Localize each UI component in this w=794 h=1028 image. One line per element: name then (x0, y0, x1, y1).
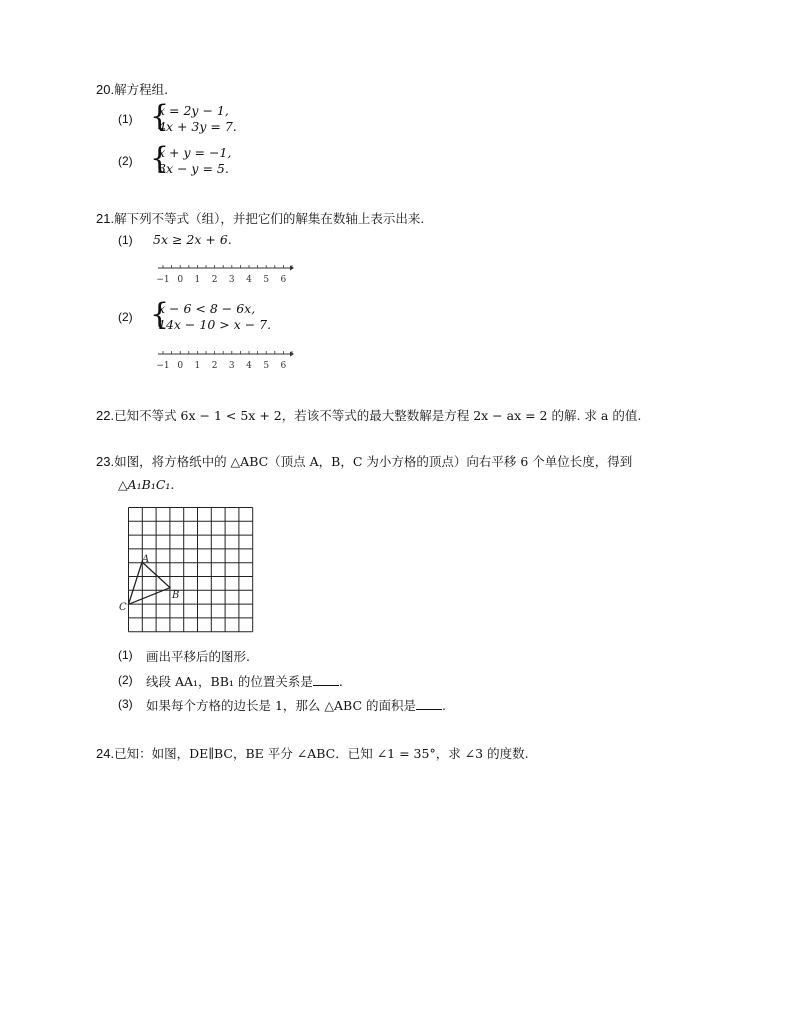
period: . (338, 674, 343, 689)
question-20 (96, 79, 168, 98)
square-grid (129, 508, 253, 632)
part-label: (2) (118, 673, 133, 687)
answer-blank[interactable] (416, 698, 442, 710)
question-number: 23. (96, 454, 115, 469)
tick-label: 5 (263, 361, 270, 371)
equation: 3x − y = 5. (158, 161, 229, 176)
tick-label: 3 (228, 275, 235, 285)
label-b: B (172, 590, 180, 601)
question-number: 21. (96, 211, 115, 226)
tick-label: 1 (194, 275, 201, 285)
part-text-with-blank (146, 672, 343, 690)
question-23 (96, 451, 632, 470)
number-line-2 (152, 348, 297, 374)
equation-system (158, 145, 231, 177)
brace: { (150, 297, 170, 332)
question-22 (96, 405, 641, 424)
inequality: 5x ≥ 2x + 6. (153, 232, 232, 247)
equation: 4x + 3y = 7. (158, 119, 237, 134)
tick-label: −1 (156, 275, 170, 285)
inequality: 14x − 10 > x − 7. (158, 317, 272, 332)
tick-label: 6 (280, 361, 287, 371)
label-a: A (142, 554, 150, 565)
tick-label: 5 (263, 275, 270, 285)
tick-label: 2 (211, 361, 218, 371)
part-label: (1) (118, 233, 133, 247)
inequality-system (158, 301, 271, 333)
tick-label: 6 (280, 275, 287, 285)
inequality: x − 6 < 8 − 6x, (158, 301, 256, 316)
question-number: 22. (96, 408, 115, 423)
question-text: 已知：如图，DE∥BC，BE 平分 ∠ABC．已知 ∠1 = 35°，求 ∠3 的度数. (114, 746, 529, 761)
label-c: C (119, 602, 127, 613)
part-label: (3) (118, 697, 133, 711)
question-text-line2: △A₁B₁C₁. (118, 477, 175, 492)
brace: { (150, 141, 170, 176)
part-text: 线段 AA₁，BB₁ 的位置关系是 (146, 674, 313, 689)
grid-figure (118, 500, 263, 640)
tick-label: 4 (246, 275, 252, 285)
equation-system (158, 103, 237, 135)
tick-label: 0 (177, 361, 184, 371)
tick-label: 4 (246, 361, 252, 371)
question-text: 已知不等式 6x − 1 < 5x + 2，若该不等式的最大整数解是方程 2x − ax = 2 的解. 求 a 的值. (114, 408, 642, 423)
question-text: 如图，将方格纸中的 △ABC（顶点 A，B，C 为小方格的顶点）向右平移 6 个单位长度，得到 (114, 454, 633, 469)
tick-label: −1 (156, 361, 170, 371)
brace: { (150, 99, 170, 134)
part-label: (1) (118, 648, 133, 662)
question-21 (96, 208, 424, 227)
part-label: (2) (118, 154, 133, 168)
question-24 (96, 743, 529, 762)
tick-label: 3 (228, 361, 235, 371)
part-label: (1) (118, 112, 133, 126)
part-text: 如果每个方格的边长是 1，那么 △ABC 的面积是 (146, 698, 416, 713)
question-title: 解下列不等式（组），并把它们的解集在数轴上表示出来. (114, 211, 425, 226)
tick-label: 2 (211, 275, 218, 285)
part-text: 画出平移后的图形. (146, 649, 250, 664)
triangle-abc (129, 562, 171, 604)
question-number: 20. (96, 82, 115, 97)
question-number: 24. (96, 746, 115, 761)
tick-label: 1 (194, 361, 201, 371)
answer-blank[interactable] (313, 674, 339, 686)
number-line-1 (152, 262, 297, 288)
part-text-with-blank (146, 696, 446, 714)
equation: x + y = −1, (158, 145, 232, 160)
question-title: 解方程组. (114, 82, 169, 97)
equation: x = 2y − 1, (158, 103, 229, 118)
period: . (442, 698, 446, 713)
tick-label: 0 (177, 275, 184, 285)
part-label: (2) (118, 310, 133, 324)
